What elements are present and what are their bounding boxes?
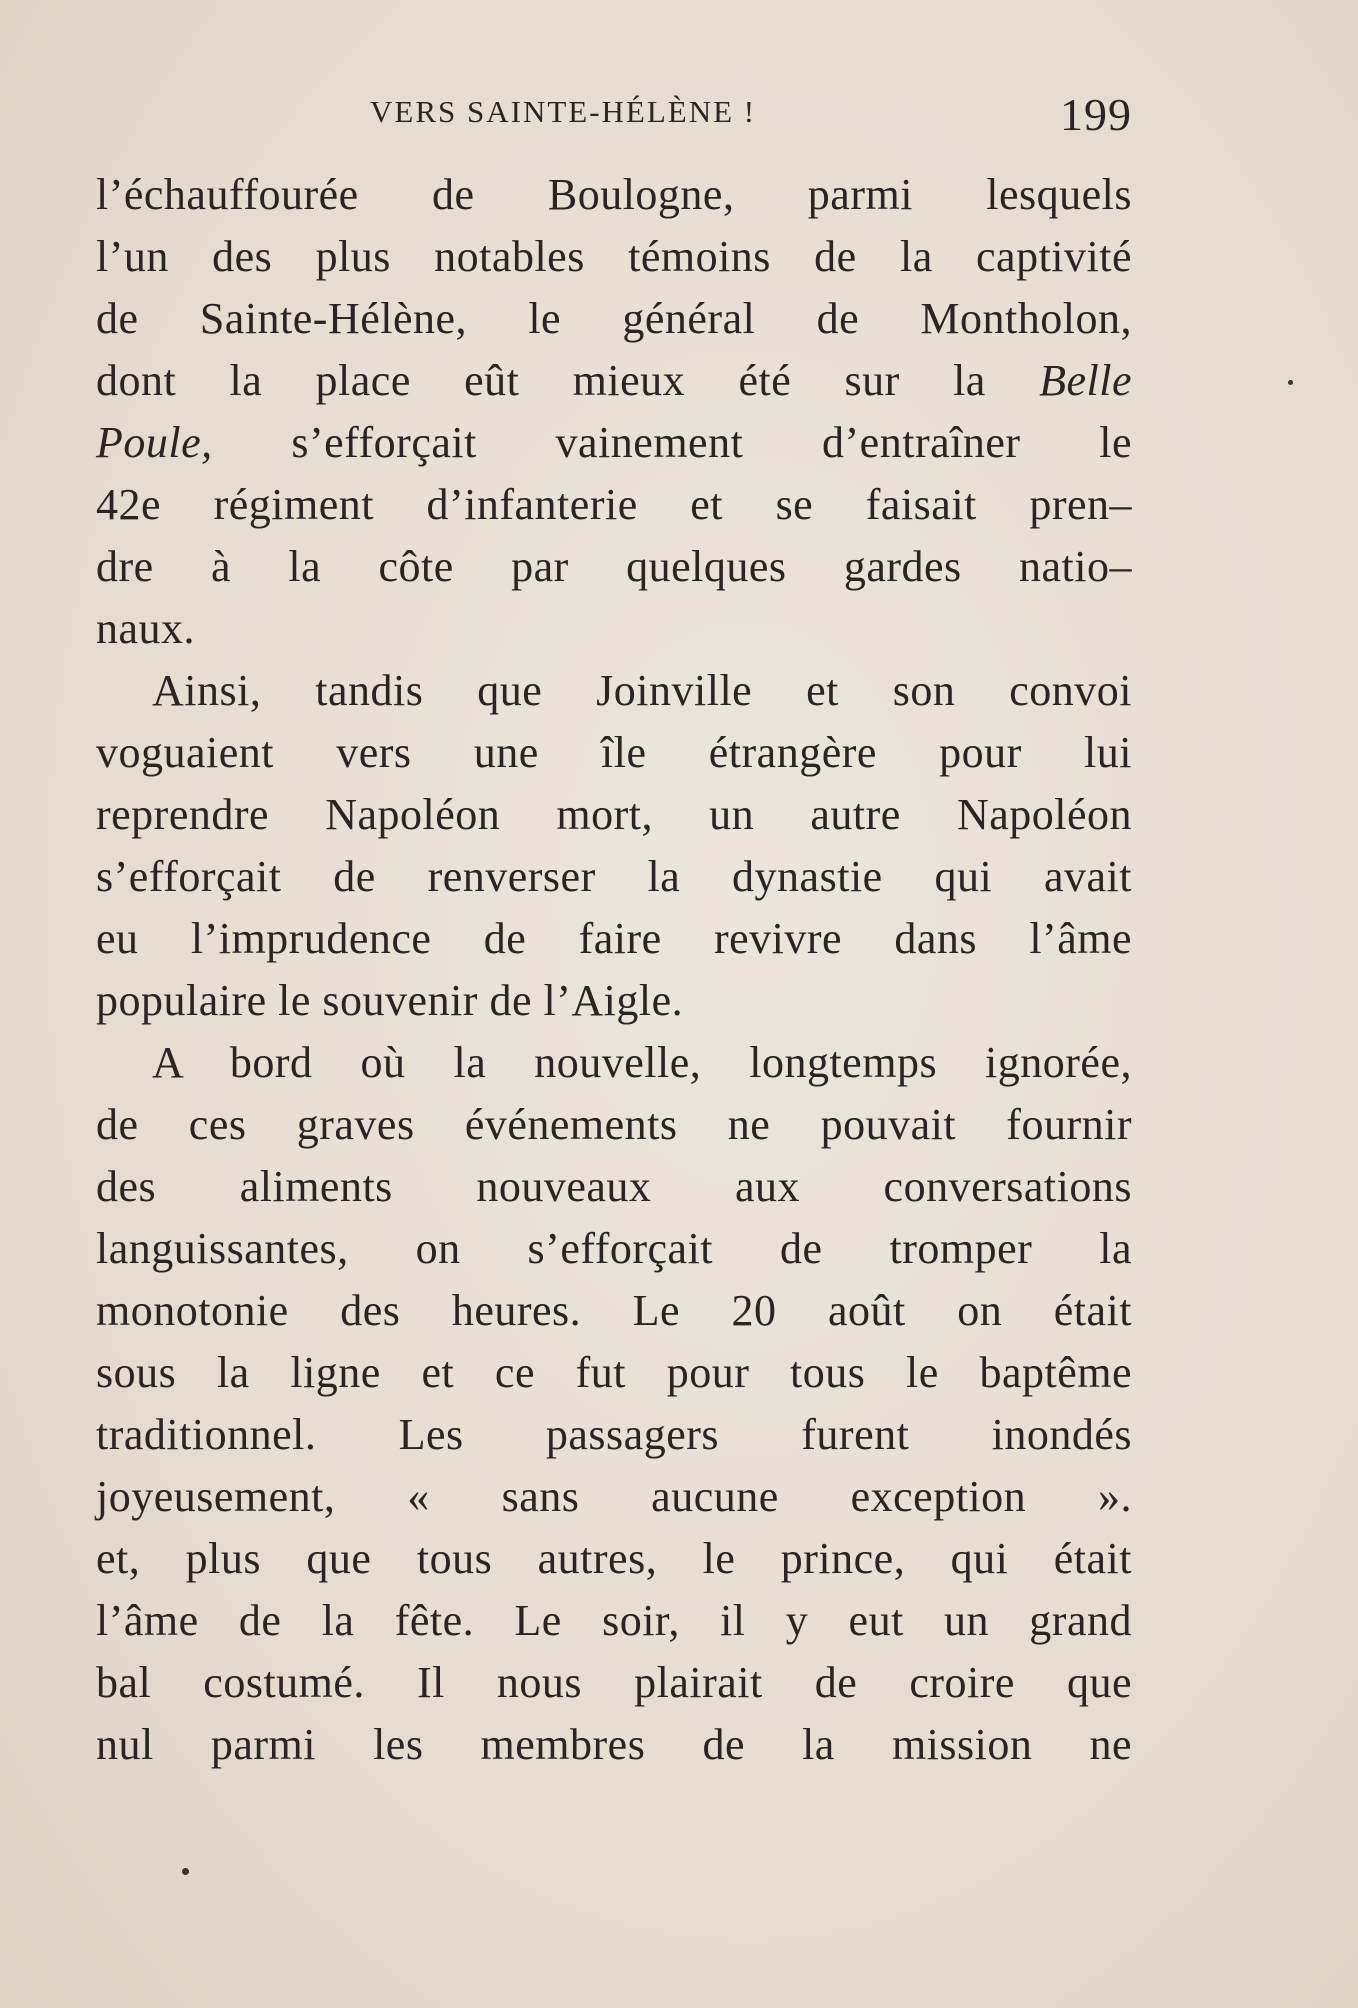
text-line: s’efforçait de renverser la dynastie qui avait	[96, 852, 1132, 901]
text-line: 42e régiment d’infanterie et se faisait pren–	[96, 480, 1132, 529]
paragraph-2	[96, 660, 1132, 1032]
text-line: monotonie des heures. Le 20 août on était	[96, 1286, 1132, 1335]
text-line: et, plus que tous autres, le prince, qui était	[96, 1534, 1132, 1583]
page-header	[96, 88, 1132, 148]
text-line: sous la ligne et ce fut pour tous le baptême	[96, 1348, 1132, 1397]
text-line: joyeusement, « sans aucune exception ».	[96, 1472, 1132, 1521]
text-line: l’un des plus notables témoins de la captivité	[96, 232, 1132, 281]
body-text	[96, 164, 1132, 1776]
paragraph-3	[96, 1032, 1132, 1776]
text-segment: dont la place eût mieux été sur la	[96, 356, 986, 405]
text-line: des aliments nouveaux aux conversations	[96, 1162, 1132, 1211]
text-line: dre à la côte par quelques gardes natio–	[96, 542, 1132, 591]
text-line: l’échauffourée de Boulogne, parmi lesquels	[96, 170, 1132, 219]
text-line: l’âme de la fête. Le soir, il y eut un grand	[96, 1596, 1132, 1645]
text-line: naux.	[96, 604, 196, 653]
text-line: reprendre Napoléon mort, un autre Napoléon	[96, 790, 1132, 839]
running-head: VERS SAINTE-HÉLÈNE !	[370, 94, 757, 129]
text-line: de ces graves événements ne pouvait fournir	[96, 1100, 1132, 1149]
paper-speck	[182, 1868, 189, 1875]
paragraph-1	[96, 164, 1132, 660]
page-number: 199	[1060, 89, 1132, 140]
text-segment: s’efforçait vainement d’entraîner le	[291, 418, 1132, 467]
text-line: languissantes, on s’efforçait de tromper la	[96, 1224, 1132, 1273]
text-line: traditionnel. Les passagers furent inondés	[96, 1410, 1132, 1459]
text-line: A bord où la nouvelle, longtemps ignorée,	[152, 1038, 1132, 1087]
text-line: voguaient vers une île étrangère pour lui	[96, 728, 1132, 777]
text-line: de Sainte-Hélène, le général de Montholon,	[96, 294, 1132, 343]
text-line-with-italic	[96, 412, 1132, 474]
text-line-with-italic	[96, 350, 1132, 412]
ship-name-belle: Belle	[1039, 356, 1133, 405]
paper-speck	[1288, 380, 1293, 385]
text-line: Ainsi, tandis que Joinville et son convoi	[152, 666, 1132, 715]
text-line: bal costumé. Il nous plairait de croire que	[96, 1658, 1132, 1707]
text-line: nul parmi les membres de la mission ne	[96, 1720, 1132, 1769]
text-line: eu l’imprudence de faire revivre dans l’âme	[96, 914, 1132, 963]
text-line: populaire le souvenir de l’Aigle.	[96, 976, 684, 1025]
ship-name-poule: Poule,	[96, 418, 213, 467]
